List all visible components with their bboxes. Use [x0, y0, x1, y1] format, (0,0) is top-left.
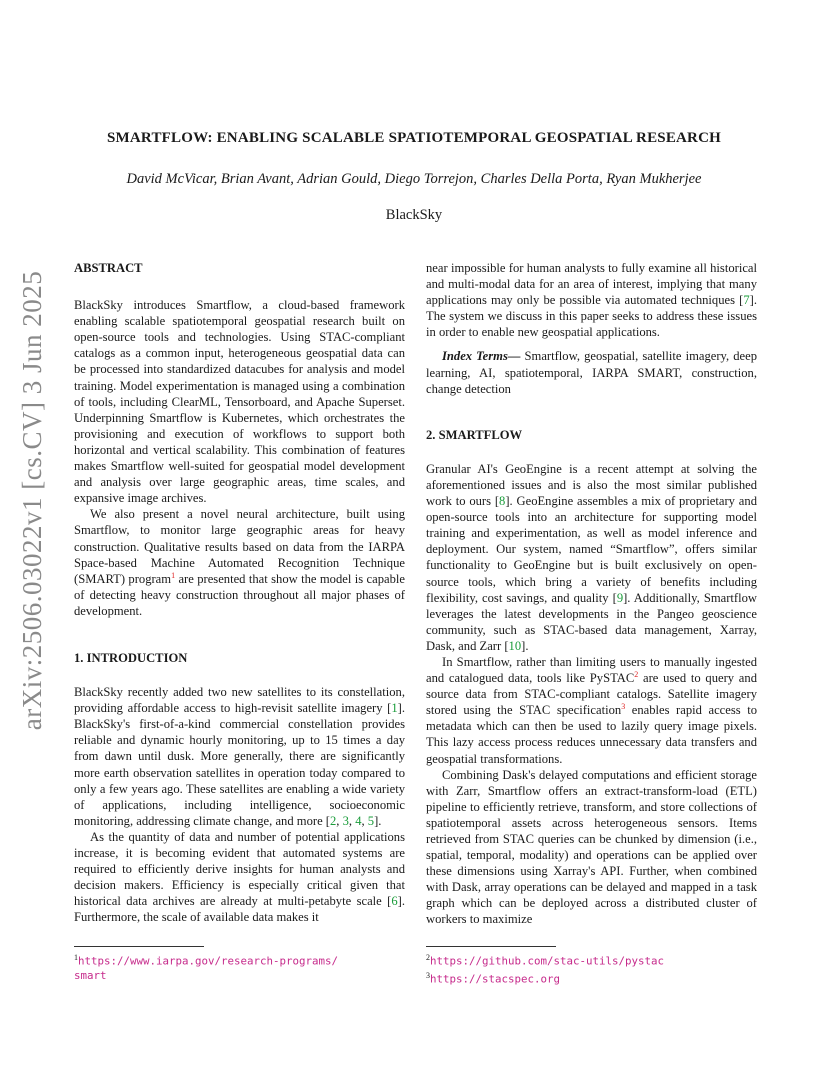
citation-link[interactable]: 5 [367, 813, 375, 828]
intro-paragraph-1: BlackSky recently added two new satellites to its constellation, providing affordable access to high-revisit satellite imagery [1]. BlackSky's first-of-a-kind commercial constellation provides reliable and dynamic hourly monitoring, up to 15 times a day from dawn until dusk. More generally, there are significantly more earth observation satellites in operation today compared to only a few years ago. These satellites are enabling a wide variety of applications, including intelligence, socioeconomic monitoring, addressing climate change, and more [2, 3, 4, 5]. [74, 685, 405, 828]
footnote-2: $^2$https://github.com/stac-utils/pystac [426, 953, 665, 968]
smartflow-paragraph-3: Combining Dask's delayed computations and efficient storage with Zarr, Smartflow offers an extract-transform-load (ETL) pipeline to efficiently retrieve, transform, and store collections of spatiotemporal assets across heterogeneous sensors. Items retrieved from STAC queries can be chunked by dimension (i.e., spatial, temporal, modality) and operations can be applied over these dimensions using Xarray's API. Further, when combined with Dask, array operations can be delayed and mapped in a task graph which can be deployed across a distributed cluster of workers to maximize [426, 767, 757, 927]
footnote-marker-2[interactable]: 2 [634, 669, 639, 679]
footnote-url-iarpa[interactable]: https://www.iarpa.gov/research-programs/ [78, 954, 339, 968]
arxiv-identifier [10, 270, 56, 730]
footnote-rule-left [74, 946, 204, 947]
citation-link[interactable]: 8 [499, 494, 506, 509]
paper-title: SMARTFLOW: ENABLING SCALABLE SPATIOTEMPORAL GEOSPATIAL RESEARCH [107, 130, 721, 146]
citation-link[interactable]: 6 [391, 894, 398, 909]
footnotes-right [426, 951, 664, 986]
affiliation: BlackSky [385, 207, 443, 223]
footnote-rule-right [426, 946, 556, 947]
index-terms: Index Terms— Smartflow, geospatial, satellite imagery, deep learning, AI, spatiotemporal, IARPA SMART, construction, change detection [426, 349, 757, 396]
citation-link[interactable]: 4 [355, 813, 362, 828]
intro-paragraph-2: As the quantity of data and number of potential applications increase, it is becoming evident that automated systems are required to efficiently derive insights for human analysts and decision makers. Efficiency is especially critical given that historical data archives are already at multi-petabyte scale [6]. Furthermore, the scale of available data makes it [74, 829, 405, 925]
footnote-url-pystac[interactable]: https://github.com/stac-utils/pystac [430, 954, 665, 968]
abstract-paragraph-1: BlackSky introduces Smartflow, a cloud-based framework enabling scalable spatiotemporal geospatial research built on open-source tools and technologies. Using STAC-compliant catalogs as a common input, heterogeneous geospatial data can be processed into standardized datacubes for analysis and model training. Model experimentation is managed using a combination of tools, including ClearML, Tensorboard, and Apache Superset. Underpinning Smartflow is Kubernetes, which orchestrates the provisioning and execution of workflows to support both horizontal and vertical scalability. This combination of features makes Smartflow well-suited for geospatial model development and analysis over large geographic areas, time scales, and expansive image archives. [74, 298, 405, 506]
smartflow-paragraph-2: In Smartflow, rather than limiting users to manually ingested and catalogued data, tools like PySTAC$^2$ are used to query and source data from STAC-compliant catalogs. Satellite imagery stored using the STAC specification$^3$ enables rapid access to metadata which can then be used to lazily query image pixels. This lazy access process reduces unnecessary data transfers and geospatial transformations. [426, 654, 757, 766]
right-column [426, 260, 757, 928]
section-introduction-heading: 1. INTRODUCTION [74, 650, 188, 665]
abstract-paragraph-2: We also present a novel neural architecture, built using Smartflow, to monitor large geographic areas for heavy construction. Qualitative results based on data from the IARPA Space-based Machine Automated Recognition Technique (SMART) program$^1$ are presented that show the model is capable of detecting heavy construction throughout all major phases of development. [74, 507, 405, 618]
left-column [74, 260, 405, 925]
footnote-3: $^3$https://stacspec.org [426, 970, 561, 986]
author-list: David McVicar, Brian Avant, Adrian Gould, Diego Torrejon, Charles Della Porta, Ryan Mukherjee [126, 171, 702, 187]
citation-link[interactable]: 3 [342, 813, 349, 828]
footnote-marker-1[interactable]: 1 [171, 570, 176, 580]
arxiv-id-text: arXiv:2506.03022v1 [cs.CV] 3 Jun 2025 [17, 270, 48, 730]
footnote-1: $^1$https://www.iarpa.gov/research-programs/ smart [74, 953, 339, 982]
abstract-heading: ABSTRACT [74, 261, 143, 275]
intro-paragraph-3: near impossible for human analysts to fully examine all historical and multi-modal data for an area of interest, implying that many applications may only be possible via automated techniques [7]. The system we discuss in this paper seeks to address these issues in order to enable new geospatial applications. [426, 261, 757, 340]
citation-link[interactable]: 7 [743, 293, 750, 308]
citation-link[interactable]: 10 [508, 638, 522, 653]
footnote-marker-3[interactable]: 3 [621, 702, 626, 712]
footnote-url-iarpa-cont[interactable]: smart [74, 968, 107, 982]
section-smartflow-heading: 2. SMARTFLOW [426, 427, 523, 442]
citation-link[interactable]: 2 [330, 813, 337, 828]
smartflow-paragraph-1: Granular AI's GeoEngine is a recent attempt at solving the aforementioned issues and is also the most similar published work to ours [8]. GeoEngine assembles a mix of proprietary and open-source tools into an architecture for supporting model training and experimentation, as well as model inference and deployment. Our system, named “Smartflow”, offers similar functionality to GeoEngine but is built exclusively on open-source tools, which bring a variety of benefits including flexibility, cost savings, and quality [9]. Additionally, Smartflow leverages the latest developments in the Pangeo geoscience community, such as STAC-based data management, Xarray, Dask, and Zarr [10]. [426, 461, 758, 653]
footnote-url-stacspec[interactable]: https://stacspec.org [430, 972, 561, 986]
citation-link[interactable]: 1 [391, 701, 398, 716]
citation-link[interactable]: 9 [616, 590, 624, 605]
